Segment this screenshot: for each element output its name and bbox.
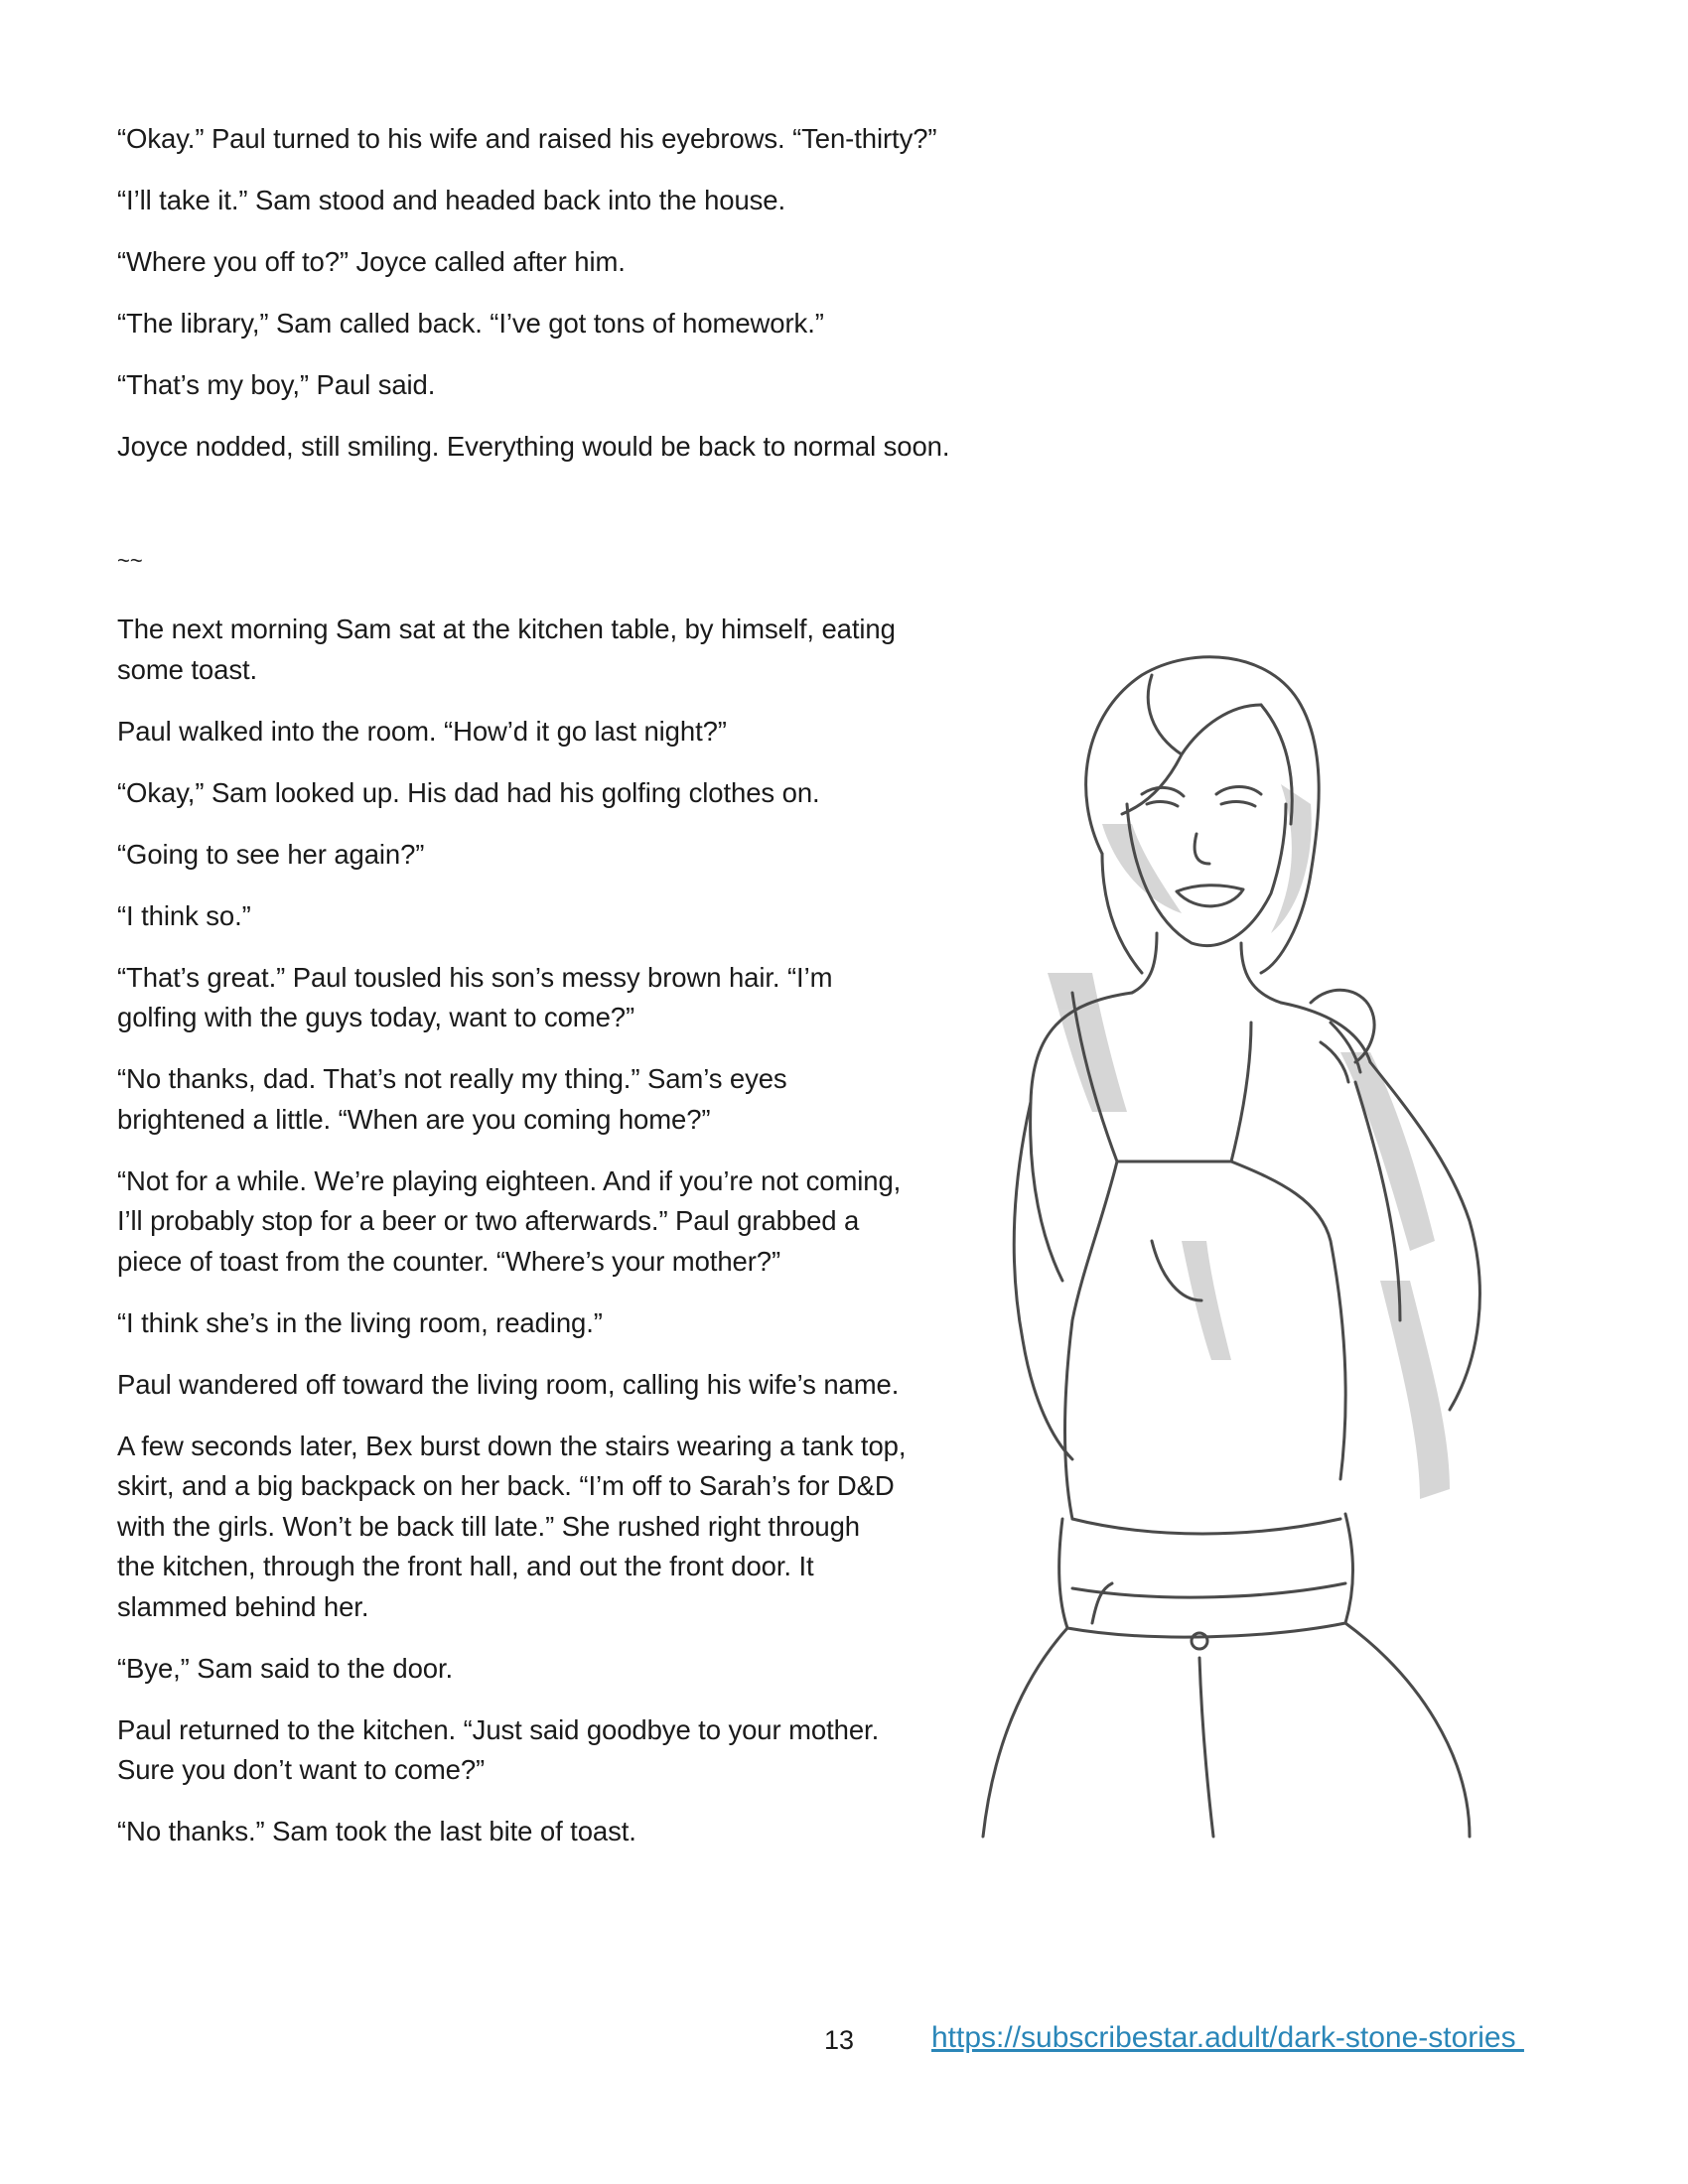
- paragraph: [117, 835, 941, 876]
- paragraph: “The library,” Sam called back. “I’ve got tons of homework.”: [117, 308, 824, 339]
- paragraph-line: “Bye,” Sam said to the door.: [117, 1652, 454, 1684]
- paragraph-line: “No thanks.” Sam took the last bite of toast.: [117, 1816, 636, 1846]
- paragraph-line: “That’s great.” Paul tousled his son’s messy brown hair. “I’m: [117, 961, 833, 993]
- paragraph-line: skirt, and a big backpack on her back. “I’m off to Sarah’s for D&D: [117, 1470, 895, 1501]
- paragraph-line: with the girls. Won’t be back till late.” She rushed right through: [117, 1510, 860, 1542]
- paragraph-line: Paul returned to the kitchen. “Just said goodbye to your mother.: [117, 1713, 880, 1745]
- paragraph: [117, 1710, 941, 1791]
- paragraph: “I’ll take it.” Sam stood and headed back into the house.: [117, 185, 786, 215]
- paragraph: “Okay.” Paul turned to his wife and raised his eyebrows. “Ten-thirty?”: [117, 123, 937, 154]
- paragraph-line: “I think so.”: [117, 899, 251, 931]
- paragraph-line: Sure you don’t want to come?”: [117, 1754, 486, 1785]
- paragraph: [117, 773, 941, 814]
- paragraph: [117, 1161, 941, 1283]
- paragraph: [117, 610, 941, 690]
- paragraph-line: some toast.: [117, 653, 258, 685]
- paragraph: “That’s my boy,” Paul said.: [117, 369, 436, 400]
- paragraph-line: “No thanks, dad. That’s not really my thing.” Sam’s eyes: [117, 1063, 787, 1094]
- paragraph-line: Paul walked into the room. “How’d it go last night?”: [117, 715, 727, 747]
- paragraph-line: Paul wandered off toward the living room, calling his wife’s name.: [117, 1368, 900, 1400]
- character-illustration: [953, 645, 1589, 1866]
- paragraph-line: “I think she’s in the living room, reading.”: [117, 1306, 603, 1338]
- paragraph: [117, 958, 941, 1038]
- paragraph: Joyce nodded, still smiling. Everything would be back to normal soon.: [117, 431, 950, 462]
- paragraph-line: A few seconds later, Bex burst down the stairs wearing a tank top,: [117, 1430, 907, 1461]
- paragraph-line: golfing with the guys today, want to come?”: [117, 1002, 635, 1032]
- paragraph: [117, 1059, 941, 1140]
- paragraph: [117, 1649, 941, 1690]
- paragraph-line: The next morning Sam sat at the kitchen table, by himself, eating: [117, 614, 896, 644]
- paragraph: “Where you off to?” Joyce called after him.: [117, 246, 626, 277]
- page-number: 13: [824, 2025, 855, 2055]
- paragraph: [117, 712, 941, 752]
- paragraph-line: the kitchen, through the front hall, and out the front door. It: [117, 1551, 814, 1581]
- paragraph: [117, 1812, 941, 1852]
- main-text-block: [117, 610, 941, 1873]
- paragraph-line: I’ll probably stop for a beer or two afterwards.” Paul grabbed a: [117, 1205, 860, 1236]
- paragraph-line: slammed behind her.: [117, 1590, 369, 1622]
- paragraph: [117, 1365, 941, 1406]
- paragraph-line: “Going to see her again?”: [117, 838, 425, 870]
- paragraph-line: “Not for a while. We’re playing eighteen. And if you’re not coming,: [117, 1164, 902, 1196]
- paragraph: [117, 1303, 941, 1344]
- scene-break: ~~: [117, 548, 143, 573]
- paragraph: [117, 1427, 941, 1628]
- paragraph-line: piece of toast from the counter. “Where’s your mother?”: [117, 1245, 781, 1277]
- paragraph-line: brightened a little. “When are you coming home?”: [117, 1103, 711, 1135]
- paragraph: [117, 896, 941, 937]
- subscribestar-link[interactable]: https://subscribestar.adult/dark-stone-stories: [931, 2021, 1524, 2054]
- top-text-block: [117, 119, 1011, 488]
- paragraph-line: “Okay,” Sam looked up. His dad had his golfing clothes on.: [117, 776, 820, 808]
